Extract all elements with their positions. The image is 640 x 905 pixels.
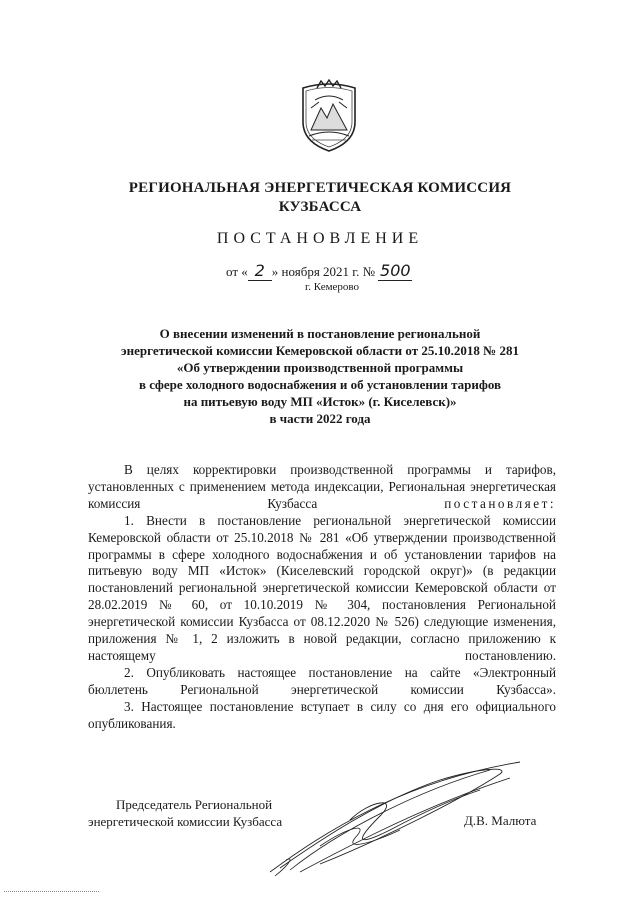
item-2-paragraph: 2. Опубликовать настоящее постановление на сайте «Электронный бюллетень Региональной энергетической комиссии Кузбасса».	[88, 664, 556, 697]
title-line: в части 2022 года	[269, 411, 371, 426]
intro-decision-word: постановляет:	[444, 495, 556, 511]
document-number-handwritten: 500	[380, 261, 411, 280]
date-rest: » ноября 2021 г. №	[271, 264, 376, 279]
document-date-line	[226, 261, 412, 281]
coat-of-arms-icon	[297, 78, 361, 154]
title-line: О внесении изменений в постановление региональной	[159, 326, 481, 341]
scan-artifact-line	[4, 891, 99, 894]
intro-text: В целях корректировки производственной программы и тарифов, установленных с применением метода индексации, Региональная энергетическая комиссия Кузбасса	[88, 462, 556, 511]
signatory-name: Д.В. Малюта	[464, 813, 537, 828]
title-line: энергетической комиссии Кемеровской области от 25.10.2018 № 281	[121, 343, 519, 358]
signatory-title	[88, 796, 282, 830]
handwritten-signature-icon	[260, 760, 560, 880]
organization-name-line2: КУЗБАССА	[278, 199, 362, 215]
date-prefix: от «	[226, 264, 248, 279]
document-title	[60, 325, 580, 427]
title-line: на питьевую воду МП «Исток» (г. Киселевск)»	[183, 394, 457, 409]
item-3-paragraph: 3. Настоящее постановление вступает в силу со дня его официального опубликования.	[88, 698, 556, 731]
document-body	[88, 462, 556, 733]
item-1-paragraph: 1. Внести в постановление региональной энергетической комиссии Кемеровской области от 25.10.2018 № 281 «Об утверждении производственной программы в сфере холодного водоснабжения и об установлении тарифов на питьевую воду МП «Исток» (Киселевский городской округ)» (в редакции постановлений региональной энергетической комиссии Кемеровской области от 28.02.2019 № 60, от 10.10.2019 № 304, постановления Региональной энергетической комиссии Кузбасса от 08.12.2020 № 526) следующие изменения, приложения № 1, 2 изложить в новой редакции, согласно приложению к настоящему постановлению.	[88, 512, 556, 663]
title-line: в сфере холодного водоснабжения и об установлении тарифов	[138, 377, 502, 392]
signatory-title-line2: энергетической комиссии Кузбасса	[88, 814, 283, 829]
city: г. Кемерово	[305, 281, 360, 293]
date-day-handwritten: 2	[248, 261, 272, 281]
title-line: «Об утверждении производственной программы	[176, 360, 464, 375]
organization-name-line1: РЕГИОНАЛЬНАЯ ЭНЕРГЕТИЧЕСКАЯ КОМИССИЯ	[128, 180, 512, 196]
document-type: ПОСТАНОВЛЕНИЕ	[216, 230, 424, 247]
intro-paragraph	[88, 462, 556, 513]
signatory-title-line1: Председатель Региональной	[116, 797, 273, 812]
